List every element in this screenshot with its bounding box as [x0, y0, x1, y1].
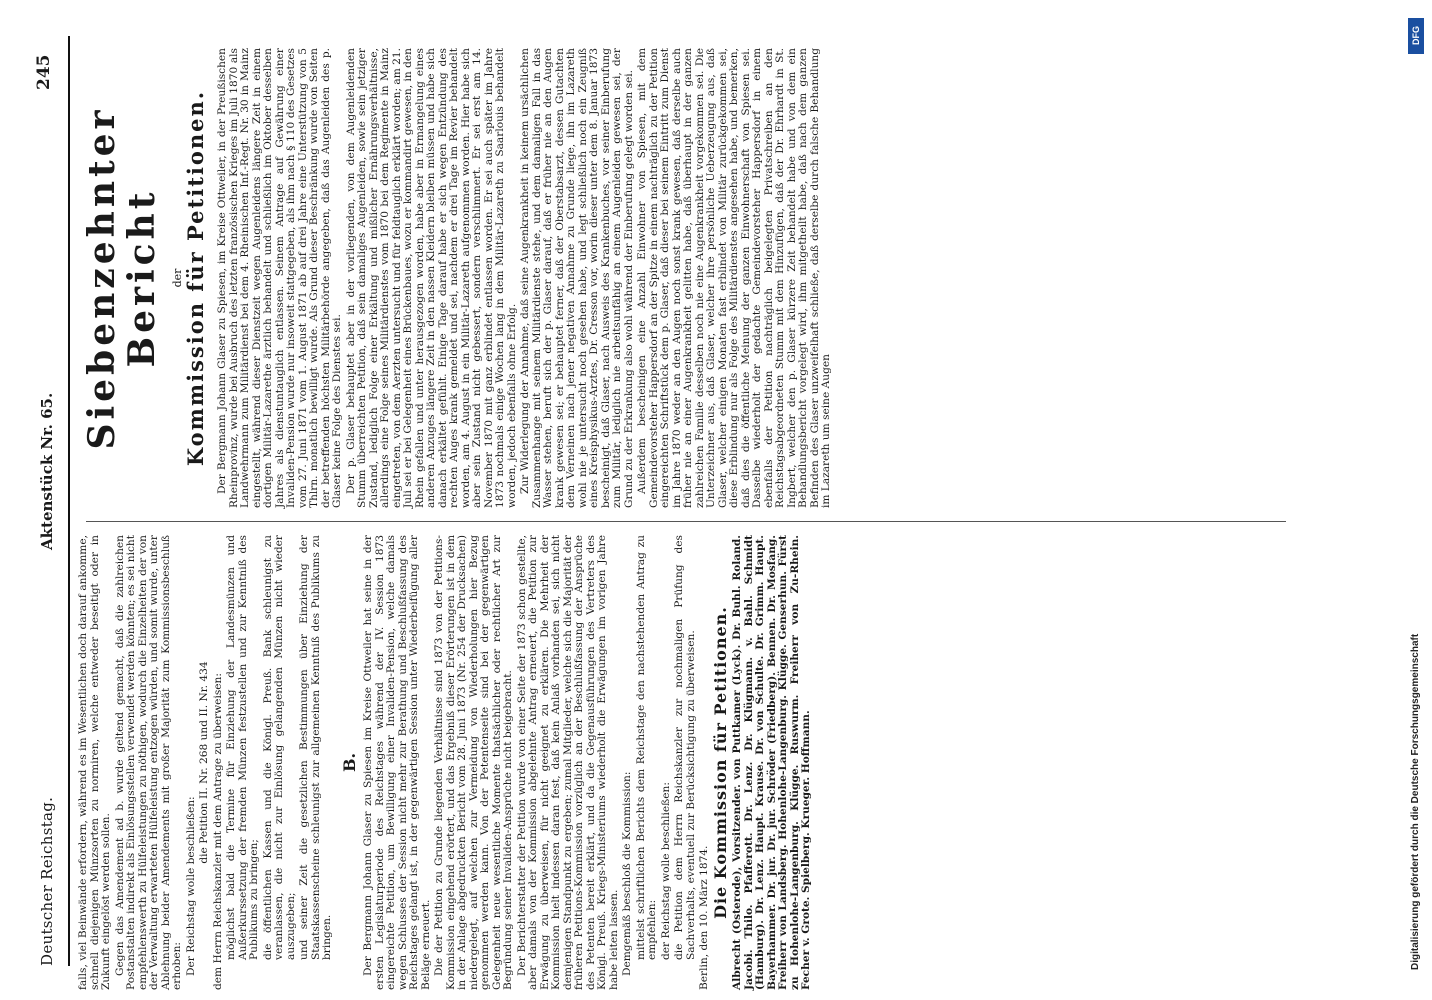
commission-signature-heading: Die Kommission für Petitionen. [710, 606, 730, 919]
paragraph: dem Herrn Reichskanzler mit dem Antrage zu überweisen: [211, 673, 224, 990]
header-document-number: Aktenstück Nr. 65. [38, 392, 56, 550]
left-column [78, 535, 1288, 990]
petition-reference: die Petition II. Nr. 268 und II. Nr. 434 [198, 661, 210, 864]
report-title-connector: der [171, 268, 184, 288]
column-divider [86, 521, 1286, 522]
dfg-logo: DFG [1408, 18, 1424, 54]
report-subtitle: Kommission für Petitionen. [182, 89, 208, 467]
report-title: Siebenzehnter Bericht [81, 106, 163, 450]
resolution-item: die öffentlichen Kassen und die Königl. Preuß. Bank schleunigst zu veranlassen, die nicht zur Einlösung gelangenden Münzen nicht wieder auszugeben; [261, 535, 297, 960]
paragraph: Der Bergmann Johann Glaser zu Spiesen, im Kreise Ottweiler, in der Preußischen Rheinprovinz, wurde bei Ausbruch des letzten französischen Krieges im Juli 1870 als Landwehrmann zum Militärdienst bei dem 4. Rheinischen Inf.-Regt. Nr. 30 in Mainz eingestellt, während dieser Dienstzeit wegen Augenleidens längere Zeit in einem dortigen Militär-Lazarethe ärztlich behandelt und schließlich im Oktober desselben Jahres als dienstuntauglich entlassen. Seinem Antrage auf Gewährung einer Invaliden-Pension wurde nur insoweit stattgegeben, als ihm nach § 110 des Gesetzes vom 27. Juni 1871 vom 1. August 1871 ab auf drei Jahre eine Unterstützung von 5 Thlrn. monatlich bewilligt wurde. Als Grund dieser Beschränkung wurde von Seiten der betreffenden höchsten Militärbehörde angegeben, daß das Augenleiden des p. Glaser keine Folge des Dienstes sei. [216, 48, 343, 508]
paragraph: Der Bergmann Johann Glaser zu Spiesen im Kreise Ottweiler hat seine in der ersten Legislaturperiode des Reichstages während der IV. Session 1873 eingereichte Petition, um Bewilligung einer Invaliden-Pension, welche damals wegen Schlusses der Session nicht mehr zur Berathung und Beschlußfassung des Reichstages gelangt ist, in der gegenwärtigen Session unter Wiederbeifügung aller Beläge erneuert. [362, 535, 432, 990]
paragraph: Demgemäß beschloß die Kommission: [621, 771, 633, 976]
paragraph: Der Reichstag wolle beschließen: [184, 796, 197, 976]
paragraph: mittelst schriftlichen Berichts dem Reichstage den nachstehenden Antrag zu empfehlen: [634, 535, 658, 960]
member-list: Albrecht (Osterode), Vorsitzender. von Puttkamer (Lyck). Dr. Buhl. Roland. Jacobi. Thilo. Pfafferott. Dr. Lenz. Dr. Klügmann. v. Bahl. Schmidt (Hamburg). Dr. Lenz. Haupt. Krause. Dr. von Schulte. Dr. Grimm. Haupt. Bayerhammer. Dr. jur. Dr. jur. Schröder (Friedberg). Bennen. Dr. Mosfang. Freiherr von Landsberg. Hohenlohe-Langenburg. Klügge. Genserhun. Fürst zu Hohenlohe-Langenburg. Klügge. Ruswurm. Freiherr von Zu-Rhein. Fecher v. Grote. Spielberg. Krueger. Hoffmann. [731, 535, 812, 990]
page-header [28, 0, 68, 1000]
paragraph: Der p. Glaser behauptet aber in der vorliegenden, von dem Augenleidenden Stumm überreichten Petition, daß sein damaliges Augenleiden, sowie sein jetziger Zustand, lediglich Folge einer Erkältung und mißlicher Ernährungsverhältnisse, allerdings eine Folge seines Militärdienstes vom 1870 bei dem Regimente in Mainz eingetreten, von dem Aerzten untersucht und für feldtauglich erklärt worden; am 21. Juli sei er bei Gelegenheit eines Brückenbaues, wozu er kommandirt gewesen, in den Rhein gefallen und unter herausgezogen worden, habe aber in Ermangelung eines anderen Anzuges längere Zeit in den nassen Kleidern bleiben müssen und habe sich danach erkältet gefühlt. Einige Tage darauf habe er sich wegen Entzündung des rechten Auges krank gemeldet und sei, nachdem er drei Tage im Revier behandelt worden, am 4. August in ein Militär-Lazareth aufgenommen worden. Hier habe sich aber sein Zustand nicht gebessert, sondern verschlimmert. Er sei erst am 14. November 1870 mit ganz erblindet entlassen worden. Er sei auch später im Jahre 1873 nochmals einige Wochen lang in dem Militär-Lazareth zu Saarlouis behandelt worden, jedoch ebenfalls ohne Erfolg. [344, 48, 518, 508]
header-rule [68, 36, 70, 966]
section-heading: B. [339, 752, 359, 773]
digitization-credit-text: Digitalisierung gefördert durch die Deutsche Forschungsgemeinschaft [1410, 633, 1421, 970]
paragraph: falls, viel Beinwände erfordern, während es im Wesentlichen doch darauf ankomme, schnell diejenigen Münzsorten zu normiren, welche entweder beseitigt oder in Zukunft eingelöst werden sollen. [77, 535, 112, 990]
paragraph: Gegen das Amendement ad b. wurde geltend gemacht, daß die zahlreichen Postanstalten indirekt als Einlösungsstellen verwendet werden könnten; es sei nicht empfehlenswerth zu Hülfeleistungen zu nöthigen, wodurch die Einzelheiten der von der Verwaltung erwarteten Hülfeleistung entzogen würden, und somit wurde, unter Ablehnung beider Amendements mit großer Majorität zum Kommissionsbeschluß erhoben: [113, 535, 183, 990]
paragraph: Die der Petition zu Grunde liegenden Verhältnisse sind 1873 von der Petitions-Kommission eingehend erörtert, und das Ergebniß dieser Erörterungen ist in dem in der Anlage abgedruckten Bericht vom 28. Juni 1873 (Nr. 254 der Drucksachen) niedergelegt, auf welchen zur Vermeidung von Wiederholungen hier Bezug genommen werden kann. Von der Petentenseite sind bei der gegenwärtigen Gelegenheit neue wesentliche Momente thatsächlicher oder rechtlicher Art zur Begründung seiner Invaliden-Ansprüche nicht beigebracht. [433, 535, 514, 990]
page-number: 245 [34, 54, 54, 90]
header-publication: Deutscher Reichstag. [38, 796, 56, 966]
paragraph: Der Berichterstatter der Petition wurde von einer Seite der 1873 schon gestellte, aber damals von der Kommission abgelehnte Antrag erneuert, die Petition zur Erwägung zu überweisen, für nicht geeignet zu erklären. Die Mehrheit der Kommission hielt indessen daran fest, daß kein Anlaß vorhanden sei, sich nicht demjenigen Standpunkt zu ergeben; zumal Mitglieder, welche sich die Majorität der früheren Petitions-Kommission vorzüglich an der Beschlußfassung der Ansprüche des Petenten bereit erklärt, und da die Gegenausführungen des Vertreters des Königl. Preuß. Kriegs-Ministeriums wiederholt die Erwägungen im vorigen Jahre habe leiten lassen. [515, 535, 620, 990]
paragraph: der Reichstag wolle beschließen: [659, 782, 672, 960]
date-line: Berlin, den 10. März 1874. [698, 845, 710, 990]
paragraph: Zur Widerlegung der Annahme, daß seine Augenkrankheit in keinem ursächlichen Zusammenhange mit seinem Militärdienste stehe, und dem damaligen Fall in das Wasser stehen, beruft sich der p. Glaser darauf, daß er früher nie an den Augen krank gewesen sei; er behauptet ferner, daß der Oberstabsarzt, dessen Gutachten dem Verneinen nach jener negativen Annahme zu Grunde liege, ihn im Lazareth wohl nie je untersucht noch gesehen habe, und legt schließlich noch ein Zeugniß eines Kreisphysikus-Arztes, Dr. Cresson vor, worin dieser unter dem 8. Januar 1873 bescheinigt, daß Glaser, nach Ausweis des Krankenbuches, vor seiner Einberufung zum Militär, lediglich nie arbeitsunfähig an einem Augenleiden gewesen sei, der Grund zu der Erkrankung also wohl während der Einberufung gelegt worden sei. [519, 48, 635, 508]
resolution-item: die Petition dem Herrn Reichskanzler zur nochmaligen Prüfung des Sachverhalts, eventuell zur Berücksichtigung zu überweisen. [673, 535, 697, 960]
resolution-item: und seiner Zeit die gesetzlichen Bestimmungen über Einziehung der Staatskassenscheine schleunigst zur allgemeinen Kenntniß des Publikums zu bringen. [298, 535, 333, 960]
resolution-item: möglichst bald die Termine für Einziehung der Landesmünzen und Außerkurssetzung der fremden Münzen festzustellen und zur Kenntniß des Publikums zu bringen; [225, 535, 260, 960]
right-column [78, 48, 1288, 508]
paragraph: Außerdem bescheinigen eine Anzahl Einwohner von Spiesen, mit dem Gemeindevorsteher Happersdorf an der Spitze in einem nachträglich zu der Petition eingereichten Schriftstück dem p. Glaser, daß dieser bei seinem Eintritt zum Dienst im Jahre 1870 weder an den Augen noch sonst krank gewesen, daß derselbe auch früher nie an einer Augenkrankheit gelitten habe, daß überhaupt in der ganzen zahlreichen Familie desselben noch nie eine Augenkrankheit vorgekommen sei. Die Unterzeichner aus, daß Glaser, welcher ihre persönliche Ueberzeugung aus, daß Glaser, welcher einigen Monaten fast erblindet von Militär zurückgekommen sei, diese Erblindung nur als Folge des Militärdienstes angesehen habe, und bemerken, daß dies die öffentliche Meinung der ganzen Einwohnerschaft von Spiesen sei. Dasselbe wiederholt der gedachte Gemeindevorsteher Happersdorf in einem ebenfalls der Petition nachträglich beigelegten Privatschreiben an den Reichstagsabgeordneten Stumm mit dem Hinzufügen, daß der Dr. Ehrhardt in St. Ingbert, welcher den p. Glaser kürzere Zeit behandelt habe und von dem ein Behandlungsbericht vorgelegt wird, ihm mitgetheilt habe, daß nach dem ganzen Befinden des Glaser unzweifelhaft schließe, daß derselbe durch falsche Behandlung im Lazareth um seine Augen [636, 48, 832, 508]
